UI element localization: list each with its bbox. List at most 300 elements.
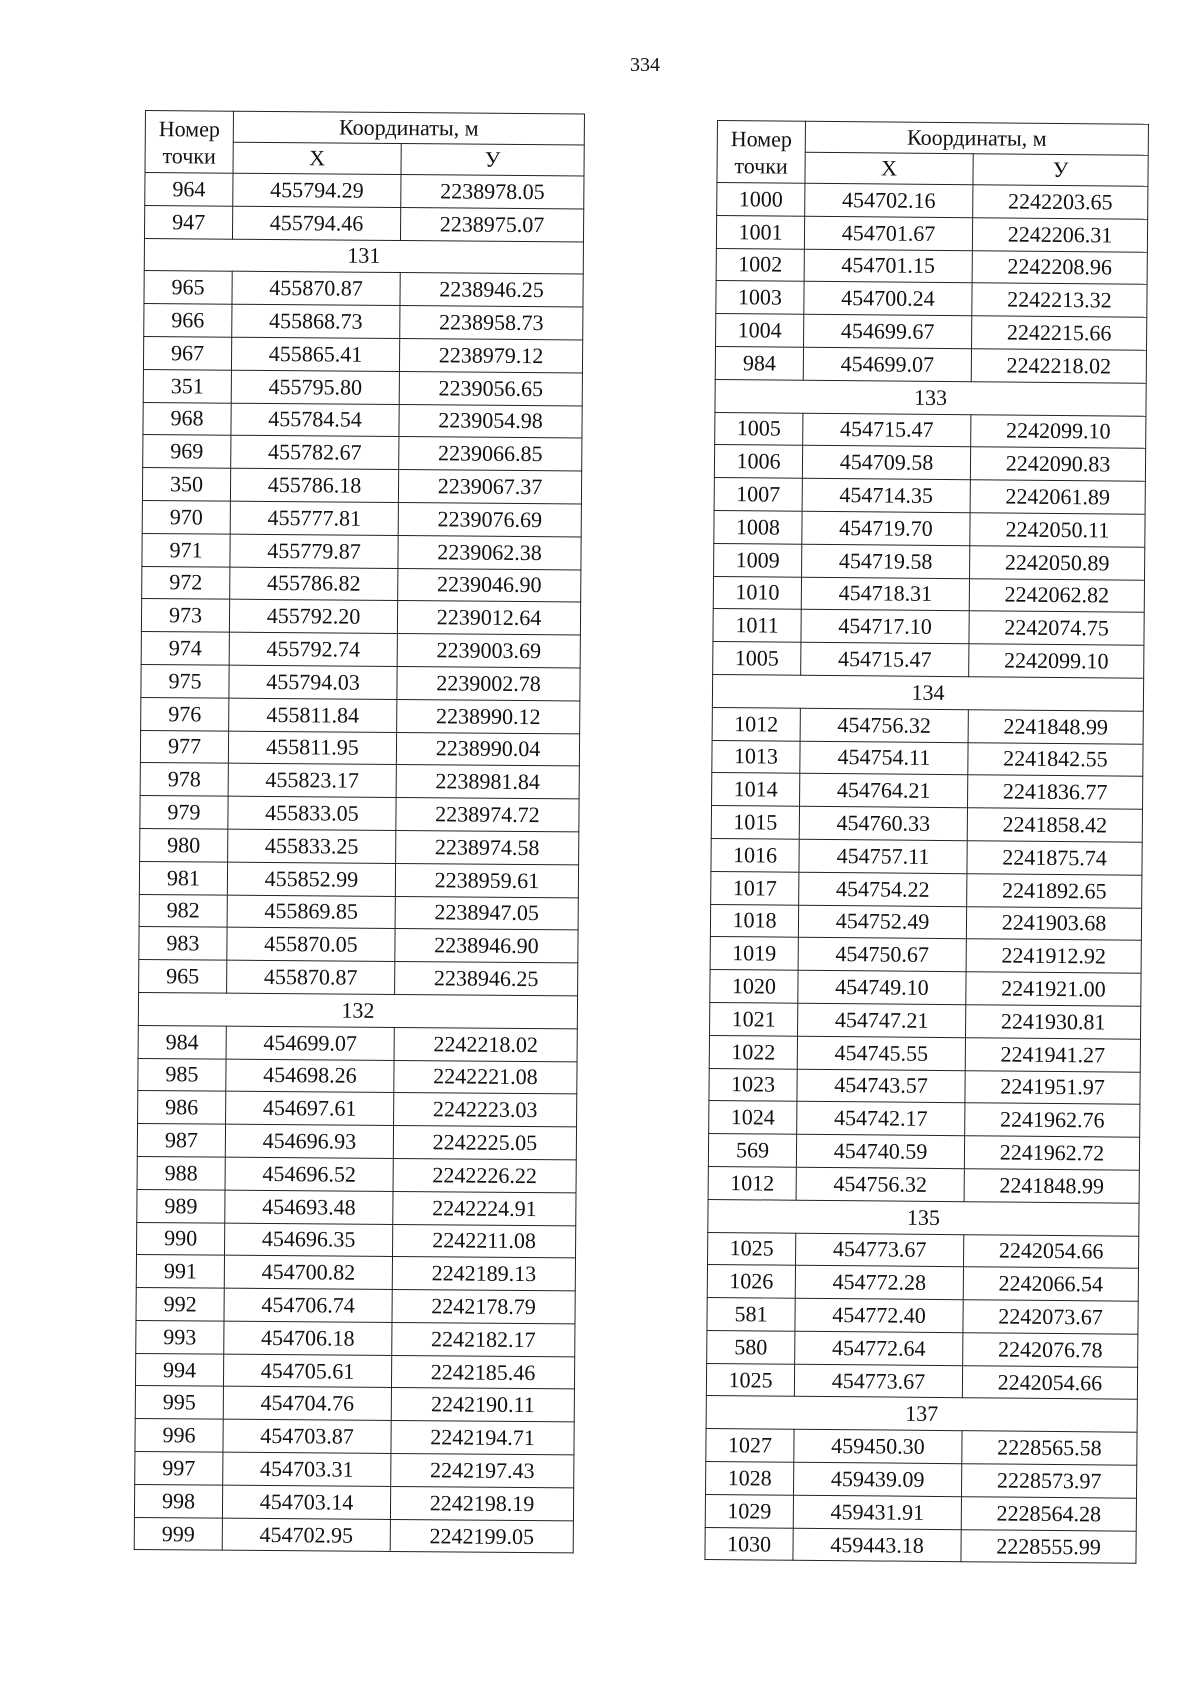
- y-coordinate-cell: 2239062.38: [398, 535, 581, 569]
- point-number-cell: 987: [137, 1124, 225, 1157]
- x-coordinate-cell: 454752.49: [798, 905, 966, 939]
- point-number-cell: 975: [141, 664, 229, 697]
- y-column-header: У: [401, 144, 584, 176]
- y-coordinate-cell: 2242215.66: [972, 316, 1147, 350]
- y-coordinate-cell: 2239067.37: [398, 470, 581, 504]
- header-row: [145, 111, 584, 145]
- x-coordinate-cell: 454698.26: [226, 1059, 394, 1093]
- table-row: [714, 445, 1145, 482]
- y-coordinate-cell: 2238958.73: [400, 306, 583, 340]
- x-coordinate-cell: 455794.29: [233, 173, 401, 207]
- point-number-cell: 1022: [709, 1035, 797, 1069]
- table-row: [710, 904, 1141, 941]
- table-row: [710, 1002, 1141, 1039]
- table-row: [717, 183, 1148, 220]
- section-number: 132: [138, 992, 577, 1028]
- point-number-cell: 1012: [712, 707, 800, 741]
- y-coordinate-cell: 2242178.79: [392, 1290, 575, 1324]
- table-row: [709, 1068, 1140, 1105]
- x-coordinate-cell: 454715.47: [803, 413, 971, 447]
- table-row: [138, 1025, 577, 1061]
- y-coordinate-cell: 2241951.97: [965, 1070, 1140, 1104]
- x-coordinate-cell: 454756.32: [796, 1167, 964, 1201]
- y-coordinate-cell: 2242226.22: [393, 1158, 576, 1192]
- y-coordinate-cell: 2228564.28: [961, 1497, 1136, 1531]
- x-coordinate-cell: 455795.80: [231, 370, 399, 404]
- x-coordinate-cell: 454772.64: [795, 1331, 963, 1365]
- table-row: [705, 1527, 1136, 1564]
- x-coordinate-cell: 455870.87: [232, 272, 400, 306]
- point-number-cell: 964: [145, 173, 233, 206]
- y-coordinate-cell: 2238981.84: [396, 765, 579, 799]
- table-row: [143, 369, 582, 405]
- y-coordinate-cell: 2239056.65: [399, 371, 582, 405]
- point-number-cell: 994: [135, 1353, 223, 1386]
- table-row: [137, 1222, 576, 1258]
- section-number: 133: [715, 379, 1146, 416]
- point-number-header-line: точки: [734, 152, 788, 179]
- x-coordinate-cell: 455833.25: [228, 829, 396, 863]
- x-coordinate-cell: 454754.11: [800, 741, 968, 775]
- table-row: [137, 1189, 576, 1225]
- table-row: [705, 1494, 1136, 1531]
- point-number-header: [145, 111, 233, 174]
- point-number-cell: 976: [141, 697, 229, 730]
- table-row: [709, 1035, 1140, 1072]
- y-coordinate-cell: 2241836.77: [968, 775, 1143, 809]
- x-coordinate-cell: 454705.61: [223, 1354, 391, 1388]
- table-row: [140, 796, 579, 832]
- point-number-cell: 1028: [706, 1462, 794, 1496]
- point-number-cell: 1003: [716, 281, 804, 315]
- point-number-cell: 978: [140, 763, 228, 796]
- table-row: [714, 510, 1145, 547]
- point-number-cell: 1026: [707, 1265, 795, 1299]
- x-coordinate-cell: 454693.48: [225, 1190, 393, 1224]
- table-row: [141, 664, 580, 700]
- point-number-cell: 1029: [705, 1494, 793, 1528]
- table-row: [706, 1462, 1137, 1499]
- x-coordinate-cell: 455833.05: [228, 796, 396, 830]
- x-coordinate-cell: 454699.07: [803, 347, 971, 381]
- x-coordinate-cell: 454747.21: [798, 1003, 966, 1037]
- x-coordinate-cell: 454750.67: [798, 938, 966, 972]
- section-row: [144, 238, 583, 274]
- x-coordinate-cell: 454742.17: [797, 1102, 965, 1136]
- y-coordinate-cell: 2242050.89: [970, 545, 1145, 579]
- x-coordinate-cell: 455786.18: [230, 468, 398, 502]
- point-number-cell: 1012: [708, 1166, 796, 1200]
- x-coordinate-cell: 454754.22: [799, 872, 967, 906]
- section-row: [706, 1396, 1137, 1433]
- table-row: [706, 1363, 1137, 1400]
- y-coordinate-cell: 2242221.08: [394, 1060, 577, 1094]
- x-coordinate-cell: 454699.67: [804, 314, 972, 348]
- table-row: [135, 1353, 574, 1389]
- table-row: [139, 861, 578, 897]
- point-number-cell: 1004: [716, 314, 804, 348]
- table-row: [716, 215, 1147, 252]
- point-number-header-line: точки: [162, 142, 216, 169]
- table-row: [715, 346, 1146, 383]
- y-coordinate-cell: 2242194.71: [391, 1421, 574, 1455]
- point-number-cell: 1014: [712, 773, 800, 807]
- table-row: [143, 435, 582, 471]
- table-row: [137, 1156, 576, 1192]
- y-coordinate-cell: 2239003.69: [397, 634, 580, 668]
- x-coordinate-cell: 455811.84: [229, 698, 397, 732]
- point-number-cell: 1005: [715, 412, 803, 446]
- point-number-cell: 969: [143, 435, 231, 468]
- point-number-cell: 1018: [710, 904, 798, 938]
- x-coordinate-cell: 454743.57: [797, 1069, 965, 1103]
- y-coordinate-cell: 2242061.89: [970, 480, 1145, 514]
- y-coordinate-cell: 2238959.61: [395, 863, 578, 897]
- point-number-cell: 993: [136, 1320, 224, 1353]
- point-number-cell: 990: [137, 1222, 225, 1255]
- x-coordinate-cell: 454701.67: [804, 216, 972, 250]
- point-number-cell: 1001: [716, 215, 804, 249]
- x-coordinate-cell: 455786.82: [230, 567, 398, 601]
- point-number-cell: 569: [708, 1134, 796, 1168]
- point-number-cell: 973: [141, 599, 229, 632]
- x-coordinate-cell: 454706.74: [224, 1288, 392, 1322]
- x-coordinate-cell: 454717.10: [801, 610, 969, 644]
- table-row: [145, 173, 584, 209]
- point-number-cell: 967: [143, 336, 231, 369]
- x-coordinate-cell: 455794.46: [232, 206, 400, 240]
- point-number-cell: 966: [144, 304, 232, 337]
- table-row: [134, 1517, 573, 1553]
- table-row: [708, 1134, 1139, 1171]
- table-row: [711, 871, 1142, 908]
- point-number-header: [717, 121, 806, 184]
- point-number-cell: 996: [135, 1419, 223, 1452]
- x-coordinate-cell: 455823.17: [228, 764, 396, 798]
- x-coordinate-cell: 455794.03: [229, 665, 397, 699]
- x-coordinate-cell: 455869.85: [227, 895, 395, 929]
- point-number-cell: 1025: [706, 1363, 794, 1397]
- y-coordinate-cell: 2242197.43: [391, 1454, 574, 1488]
- table-row: [142, 566, 581, 602]
- section-number: 137: [706, 1396, 1137, 1433]
- table-row: [142, 500, 581, 536]
- y-coordinate-cell: 2242076.78: [963, 1333, 1138, 1367]
- x-coordinate-cell: 454702.95: [222, 1518, 390, 1552]
- x-coordinate-cell: 454760.33: [799, 806, 967, 840]
- point-number-cell: 1024: [709, 1101, 797, 1135]
- x-coordinate-cell: 454702.16: [805, 183, 973, 217]
- point-number-cell: 965: [139, 960, 227, 993]
- y-coordinate-cell: 2242073.67: [963, 1300, 1138, 1334]
- coordinates-table-right: [704, 120, 1149, 1564]
- table-row: [140, 828, 579, 864]
- y-coordinate-cell: 2238974.72: [396, 798, 579, 832]
- point-number-cell: 981: [139, 861, 227, 894]
- y-coordinate-cell: 2238990.12: [397, 699, 580, 733]
- table-row: [139, 894, 578, 930]
- x-coordinate-cell: 459443.18: [793, 1528, 961, 1562]
- coordinates-header: Координаты, м: [805, 121, 1148, 155]
- y-coordinate-cell: 2238979.12: [399, 338, 582, 372]
- point-number-cell: 351: [143, 369, 231, 402]
- y-coordinate-cell: 2241912.92: [966, 939, 1141, 973]
- x-coordinate-cell: 454749.10: [798, 970, 966, 1004]
- x-coordinate-cell: 454709.58: [802, 446, 970, 480]
- x-coordinate-cell: 455852.99: [227, 862, 395, 896]
- x-coordinate-cell: 454700.24: [804, 282, 972, 316]
- table-row: [138, 1091, 577, 1127]
- x-coordinate-cell: 454773.67: [794, 1364, 962, 1398]
- point-number-cell: 1017: [711, 871, 799, 905]
- y-coordinate-cell: 2239012.64: [397, 601, 580, 635]
- x-coordinate-cell: 454703.87: [223, 1419, 391, 1453]
- y-coordinate-cell: 2238946.25: [400, 273, 583, 307]
- table-row: [140, 763, 579, 799]
- point-number-cell: 1010: [713, 576, 801, 610]
- x-coordinate-cell: 455784.54: [231, 403, 399, 437]
- x-coordinate-cell: 455868.73: [232, 304, 400, 338]
- table-row: [142, 533, 581, 569]
- table-row: [136, 1255, 575, 1291]
- y-coordinate-cell: 2242218.02: [394, 1027, 577, 1061]
- point-number-cell: 988: [137, 1156, 225, 1189]
- x-coordinate-cell: 454696.35: [225, 1223, 393, 1257]
- point-number-cell: 974: [141, 632, 229, 665]
- y-coordinate-cell: 2241962.72: [964, 1136, 1139, 1170]
- table-row: [138, 1058, 577, 1094]
- x-coordinate-cell: 454697.61: [226, 1091, 394, 1125]
- point-number-cell: 1013: [712, 740, 800, 774]
- y-coordinate-cell: 2241858.42: [967, 808, 1142, 842]
- point-number-cell: 1015: [711, 806, 799, 840]
- table-row: [141, 697, 580, 733]
- table-row: [716, 248, 1147, 285]
- x-coordinate-cell: 459439.09: [794, 1462, 962, 1496]
- y-coordinate-cell: 2241962.76: [965, 1103, 1140, 1137]
- x-coordinate-cell: 454773.67: [796, 1233, 964, 1267]
- table-body: [705, 121, 1149, 1564]
- table-row: [137, 1124, 576, 1160]
- y-coordinate-cell: 2242090.83: [970, 447, 1145, 481]
- table-row: [707, 1330, 1138, 1367]
- x-coordinate-cell: 455792.20: [229, 600, 397, 634]
- point-number-cell: 581: [707, 1298, 795, 1332]
- y-coordinate-cell: 2242054.66: [962, 1365, 1137, 1399]
- y-coordinate-cell: 2239066.85: [399, 437, 582, 471]
- point-number-cell: 984: [138, 1025, 226, 1058]
- point-number-cell: 992: [136, 1288, 224, 1321]
- y-column-header: У: [973, 154, 1148, 187]
- y-coordinate-cell: 2228573.97: [961, 1464, 1136, 1498]
- section-row: [715, 379, 1146, 416]
- y-coordinate-cell: 2242099.10: [971, 414, 1146, 448]
- y-coordinate-cell: 2239076.69: [398, 502, 581, 536]
- table-row: [711, 838, 1142, 875]
- y-coordinate-cell: 2241892.65: [967, 873, 1142, 907]
- y-coordinate-cell: 2241930.81: [966, 1005, 1141, 1039]
- table-row: [707, 1265, 1138, 1302]
- table-row: [713, 642, 1144, 679]
- y-coordinate-cell: 2228565.58: [962, 1431, 1137, 1465]
- section-number: 131: [144, 238, 583, 274]
- point-number-cell: 1006: [714, 445, 802, 479]
- x-coordinate-cell: 454715.47: [801, 642, 969, 676]
- y-coordinate-cell: 2242099.10: [969, 644, 1144, 678]
- point-number-cell: 980: [140, 828, 228, 861]
- table-row: [708, 1232, 1139, 1269]
- point-number-cell: 1030: [705, 1527, 793, 1561]
- y-coordinate-cell: 2242211.08: [393, 1224, 576, 1258]
- y-coordinate-cell: 2242224.91: [393, 1191, 576, 1225]
- point-number-cell: 991: [136, 1255, 224, 1288]
- point-number-cell: 995: [135, 1386, 223, 1419]
- section-number: 135: [708, 1199, 1139, 1236]
- y-coordinate-cell: 2242225.05: [393, 1126, 576, 1160]
- y-coordinate-cell: 2239002.78: [397, 666, 580, 700]
- section-row: [708, 1199, 1139, 1236]
- x-coordinate-cell: 455865.41: [231, 337, 399, 371]
- point-number-cell: 1002: [716, 248, 804, 282]
- table-row: [711, 806, 1142, 843]
- y-coordinate-cell: 2238946.25: [395, 962, 578, 996]
- table-row: [709, 1101, 1140, 1138]
- table-row: [712, 740, 1143, 777]
- point-number-cell: 1008: [714, 510, 802, 544]
- x-coordinate-cell: 455792.74: [229, 632, 397, 666]
- y-coordinate-cell: 2238946.90: [395, 929, 578, 963]
- page-number: 334: [630, 54, 660, 76]
- table-row: [706, 1429, 1137, 1466]
- y-coordinate-cell: 2242185.46: [391, 1355, 574, 1389]
- y-coordinate-cell: 2241903.68: [966, 906, 1141, 940]
- point-number-cell: 998: [134, 1484, 222, 1517]
- point-number-cell: 1000: [717, 183, 805, 217]
- table-row: [714, 478, 1145, 515]
- x-coordinate-cell: 454772.40: [795, 1298, 963, 1332]
- point-number-cell: 977: [140, 730, 228, 763]
- y-coordinate-cell: 2242050.11: [970, 513, 1145, 547]
- table-row: [144, 304, 583, 340]
- x-coordinate-cell: 454718.31: [801, 577, 969, 611]
- y-coordinate-cell: 2241848.99: [964, 1169, 1139, 1203]
- section-row: [712, 674, 1143, 711]
- table-row: [144, 205, 583, 241]
- point-number-cell: 1023: [709, 1068, 797, 1102]
- y-coordinate-cell: 2238975.07: [400, 207, 583, 241]
- y-coordinate-cell: 2241848.99: [968, 709, 1143, 743]
- y-coordinate-cell: 2238974.58: [396, 830, 579, 864]
- table-row: [710, 970, 1141, 1007]
- y-coordinate-cell: 2242206.31: [972, 218, 1147, 252]
- x-coordinate-cell: 454704.76: [223, 1387, 391, 1421]
- x-coordinate-cell: 455870.87: [227, 960, 395, 994]
- x-coordinate-cell: 454703.14: [222, 1485, 390, 1519]
- point-number-cell: 1007: [714, 478, 802, 512]
- y-coordinate-cell: 2242074.75: [969, 611, 1144, 645]
- y-coordinate-cell: 2242199.05: [390, 1519, 573, 1553]
- point-number-header-line: Номер: [730, 125, 793, 152]
- point-number-cell: 1027: [706, 1429, 794, 1463]
- table-row: [142, 468, 581, 504]
- y-coordinate-cell: 2228555.99: [961, 1529, 1136, 1563]
- x-coordinate-cell: 454703.31: [223, 1452, 391, 1486]
- y-coordinate-cell: 2242066.54: [963, 1267, 1138, 1301]
- point-number-cell: 1011: [713, 609, 801, 643]
- table-row: [143, 402, 582, 438]
- y-coordinate-cell: 2241921.00: [966, 972, 1141, 1006]
- point-number-cell: 968: [143, 402, 231, 435]
- header-row: [717, 121, 1148, 156]
- x-column-header: X: [805, 152, 973, 184]
- y-coordinate-cell: 2242062.82: [969, 578, 1144, 612]
- x-coordinate-cell: 454719.70: [802, 511, 970, 545]
- x-coordinate-cell: 454745.55: [797, 1036, 965, 1070]
- point-number-cell: 1021: [710, 1002, 798, 1036]
- table-row: [712, 707, 1143, 744]
- table-row: [141, 599, 580, 635]
- table-row: [143, 336, 582, 372]
- x-coordinate-cell: 454757.11: [799, 839, 967, 873]
- x-coordinate-cell: 455782.67: [231, 436, 399, 470]
- coordinates-header: Координаты, м: [233, 111, 584, 145]
- x-coordinate-cell: 455777.81: [230, 501, 398, 535]
- point-number-cell: 1025: [708, 1232, 796, 1266]
- x-coordinate-cell: 459450.30: [794, 1430, 962, 1464]
- x-coordinate-cell: 454706.18: [224, 1321, 392, 1355]
- table-row: [135, 1452, 574, 1488]
- coordinates-table-left: [134, 110, 585, 1554]
- table-row: [707, 1298, 1138, 1335]
- point-number-cell: 965: [144, 271, 232, 304]
- x-coordinate-cell: 454701.15: [804, 249, 972, 283]
- section-number: 134: [712, 674, 1143, 711]
- point-number-cell: 982: [139, 894, 227, 927]
- y-coordinate-cell: 2241842.55: [968, 742, 1143, 776]
- point-number-cell: 997: [135, 1452, 223, 1485]
- y-coordinate-cell: 2239054.98: [399, 404, 582, 438]
- x-coordinate-cell: 454719.58: [802, 544, 970, 578]
- y-coordinate-cell: 2241941.27: [965, 1037, 1140, 1071]
- table-row: [136, 1320, 575, 1356]
- table-row: [144, 271, 583, 307]
- x-coordinate-cell: 454699.07: [226, 1026, 394, 1060]
- point-number-cell: 947: [144, 205, 232, 238]
- table-row: [708, 1166, 1139, 1203]
- table-row: [716, 314, 1147, 351]
- table-row: [135, 1419, 574, 1455]
- table-row: [710, 937, 1141, 974]
- x-coordinate-cell: 454714.35: [802, 478, 970, 512]
- y-coordinate-cell: 2242223.03: [394, 1093, 577, 1127]
- x-coordinate-cell: 454700.82: [224, 1255, 392, 1289]
- table-row: [712, 773, 1143, 810]
- y-coordinate-cell: 2242218.02: [971, 349, 1146, 383]
- table-row: [139, 960, 578, 996]
- table-row: [139, 927, 578, 963]
- point-number-cell: 985: [138, 1058, 226, 1091]
- point-number-cell: 971: [142, 533, 230, 566]
- table-body: [134, 111, 584, 1554]
- x-coordinate-cell: 459431.91: [793, 1495, 961, 1529]
- point-number-cell: 1005: [713, 642, 801, 676]
- table-row: [140, 730, 579, 766]
- point-number-cell: 350: [142, 468, 230, 501]
- x-coordinate-cell: 454696.52: [225, 1157, 393, 1191]
- y-coordinate-cell: 2241875.74: [967, 841, 1142, 875]
- table-row: [135, 1386, 574, 1422]
- point-number-cell: 979: [140, 796, 228, 829]
